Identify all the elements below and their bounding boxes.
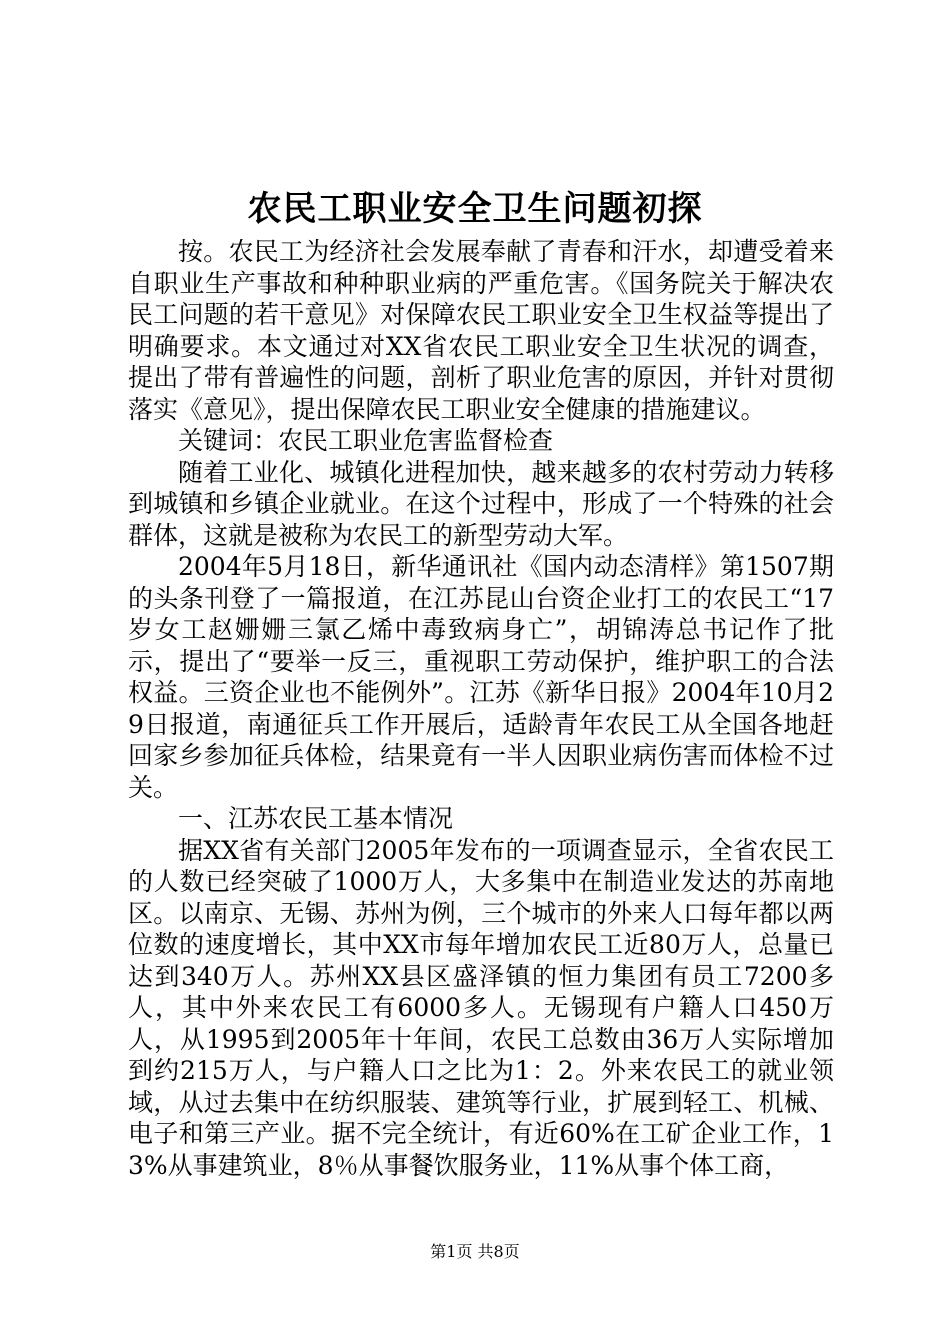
document-title: 农民工职业安全卫生问题初探 <box>247 189 703 229</box>
keywords-paragraph: 关键词：农民工职业危害监督检查 <box>178 426 554 455</box>
document-body <box>128 236 834 1181</box>
abstract-paragraph: 按。农民工为经济社会发展奉献了青春和汗水，却遭受着来自职业生产事故和种种职业病的严重危害。《国务院关于解决农民工问题的若干意见》对保障农民工职业安全卫生权益等提出了明确要求。本文通过对XX省农民工职业安全卫生状况的调查，提出了带有普遍性的问题，剖析了职业危害的原因，并针对贯彻落实《意见》，提出保障农民工职业安全健康的措施建议。 <box>128 237 834 424</box>
statistics-paragraph: 据XX省有关部门2005年发布的一项调查显示，全省农民工的人数已经突破了1000万人，大多集中在制造业发达的苏南地区。以南京、无锡、苏州为例，三个城市的外来人口每年都以两位数的速度增长，其中XX市每年增加农民工近80万人，总量已达到340万人。苏州XX县区盛泽镇的恒力集团有员工7200多人，其中外来农民工有6000多人。无锡现有户籍人口450万人，从1995到2005年十年间，农民工总数由36万人实际增加到约215万人，与户籍人口之比为1：2。外来农民工的就业领域，从过去集中在纺织服装、建筑等行业，扩展到轻工、机械、电子和第三产业。据不完全统计，有近60%在工矿企业工作，13%从事建筑业，8％从事餐饮服务业，11%从事个体工商， <box>128 835 834 1180</box>
section-heading: 一、江苏农民工基本情况 <box>178 804 454 833</box>
page-footer: 第1页 共8页 <box>430 1242 520 1261</box>
news-paragraph: 2004年5月18日，新华通讯社《国内动态清样》第1507期的头条刊登了一篇报道，在江苏昆山台资企业打工的农民工“17岁女工赵姗姗三氯乙烯中毒致病身亡”，胡锦涛总书记作了批示，提出了“要举一反三，重视职工劳动保护，维护职工的合法权益。三资企业也不能例外”。江苏《新华日报》2004年10月29日报道，南通征兵工作开展后，适龄青年农民工从全国各地赶回家乡参加征兵体检，结果竟有一半人因职业病伤害而体检不过关。 <box>128 552 834 802</box>
intro-paragraph: 随着工业化、城镇化进程加快，越来越多的农村劳动力转移到城镇和乡镇企业就业。在这个过程中，形成了一个特殊的社会群体，这就是被称为农民工的新型劳动大军。 <box>128 457 834 550</box>
